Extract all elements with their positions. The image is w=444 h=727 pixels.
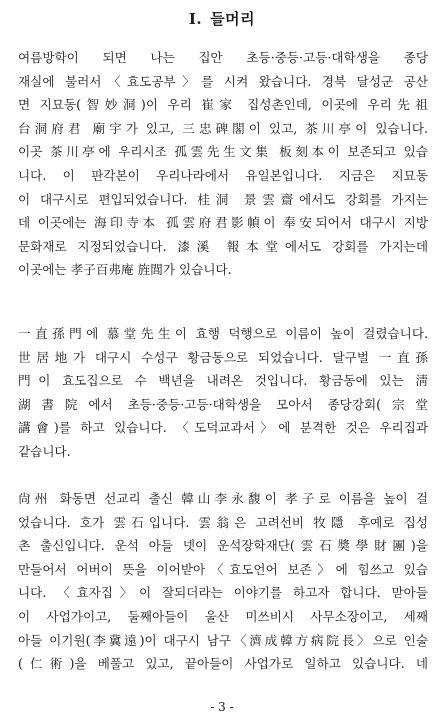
text-line: 湖書院에서 초등·중등·고등·대학생을 모아서 종당강회(宗堂	[18, 396, 428, 412]
chapter-heading	[0, 8, 444, 29]
text-line: 이곳에는 孝子百弗庵 旌閭가 있습니다.	[18, 262, 232, 278]
text-line: 재실에 불러서〈효도공부〉를 시켜 왔습니다. 경북 달성군 공산	[18, 73, 428, 89]
text-line: 면 지묘동(智妙洞)이 우리 崔家 집성촌인데, 이곳에 우리先祖	[18, 97, 428, 113]
paragraph	[18, 487, 428, 676]
text-line: 이 대구시로 편입되었습니다. 桂洞 景雲齋에서도 강회를 가지는	[18, 191, 428, 207]
text-line: 世居地가 대구시 수성구 황금동으로 되었습니다. 달구벌 一直孫	[18, 349, 428, 365]
text-line: 었습니다. 호가 雲石입니다. 雲翁은 고려선비 牧隱 후예로 집성	[18, 514, 428, 530]
chapter-title: 들머리	[210, 10, 256, 28]
text-line: 門이 효도집으로 수 백년을 내려온 것입니다. 황금동에 있는 淸	[18, 373, 428, 389]
text-line: 촌 출신입니다. 운석 아들 넷이 운석장학재단(雲石奬學財團)을	[18, 538, 428, 554]
text-line: 만들어서 어버이 뜻을 이어받아〈효도언어 보존〉에 힘쓰고 있습	[18, 561, 428, 577]
text-line: 데 이곳에는 海印寺本 孤雲府君影幀이 奉安되어서 대구시 지방	[18, 215, 428, 231]
text-line: 문화재로 지정되었습니다. 漆溪 報本堂에서도 강회를 가지는데	[18, 238, 428, 254]
text-line: 台洞府君 廟宇가 있고, 三忠碑閣이 있고, 茶川亭이 있습니다.	[18, 120, 428, 136]
text-line: 여름방학이 되면 나는 집안 초등·중등·고등·대학생을 종당	[18, 50, 428, 65]
paragraph	[18, 46, 428, 282]
text-line: 아들 이기원(李冀遠)이 대구시 남구〈濟成韓方病院長〉으로 인술	[18, 632, 428, 648]
text-line: 尙州 화동면 선교리 출신 韓山李永馥이 孝子로 이름을 높이 걸	[18, 491, 428, 506]
chapter-number: I.	[188, 10, 203, 28]
text-line: 이곳 茶川亭에 우리시조 孤雲先生文集 板刻本이 보존되고 있습	[18, 144, 428, 160]
paragraph	[18, 322, 428, 464]
text-line: 같습니다.	[18, 443, 71, 459]
text-line: 講會)를 하고 있습니다. 〈도덕교과서〉에 분격한 것은 우리집과	[18, 420, 428, 436]
text-line: (仁術)을 베풀고 있고, 끝아들이 사업가로 일하고 있습니다. 네	[18, 656, 428, 672]
page-number: - 3 -	[210, 700, 234, 714]
text-line: 니다. 〈효자집〉이 잘되더라는 이야기를 하고자 합니다. 맏아들	[18, 585, 428, 601]
text-line: 니다. 이 판각본이 우리나라에서 유일본입니다. 지금은 지묘동	[18, 167, 428, 183]
text-line: 一直孫門에 慕堂先生이 효행 덕행으로 이름이 높이 걸렸습니다.	[18, 326, 428, 341]
text-line: 이 사업가이고, 둘째아들이 울산 미쓰비시 사무소장이고, 세째	[18, 608, 428, 624]
